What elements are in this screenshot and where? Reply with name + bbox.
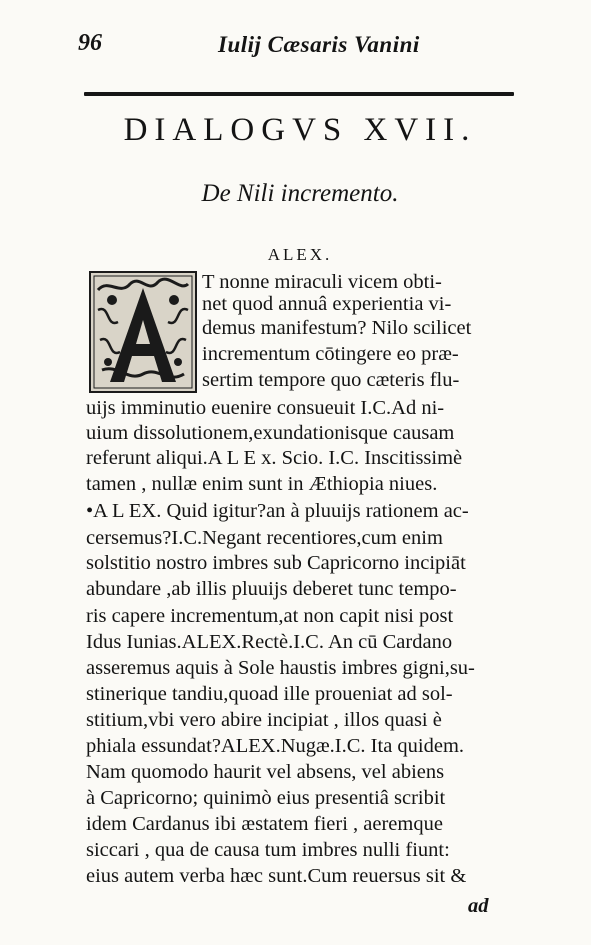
text-line: siccari , qua de causa tum imbres nulli fiunt: [86,839,450,861]
catchword: ad [468,895,489,917]
text-line: abundare ,ab illis pluuijs deberet tunc tempo- [86,578,457,600]
text-line: idem Cardanus ibi æstatem fieri , aeremque [86,813,443,835]
text-line: demus manifestum? Nilo scilicet [202,317,472,339]
chapter-title: DIALOGVS XVII. [123,112,477,148]
text-line: eius autem verba hæc sunt.Cum reuersus sit & [86,865,467,887]
text-line: incrementum cōtingere eo præ- [202,343,459,365]
text-line: •A L EX. Quid igitur?an à pluuijs rationem ac- [86,500,469,522]
speaker-label: ALEX. [267,245,333,264]
text-line: referunt aliqui.A L E x. Scio. I.C. Inscitissimè [86,447,463,469]
text-line: Idus Iunias.ALEX.Rectè.I.C. An cū Cardano [86,631,453,653]
text-line: phiala essundat?ALEX.Nugæ.I.C. Ita quidem. [86,735,465,757]
page-number: 96 [78,30,102,56]
text-line: uium dissolutionem,exundationisque causam [86,422,455,444]
text-line: net quod annuâ experientia vi- [202,293,452,315]
text-line: T nonne miraculi vicem obti- [202,271,442,293]
text-line: solstitio nostro imbres sub Capricorno incipiāt [86,552,466,574]
text-line: stinerique tandiu,quoad ille proueniat ad sol- [86,683,453,705]
text-line: à Capricorno; quinimò eius presentiâ scribit [86,787,446,809]
text-line: tamen , nullæ enim sunt in Æthiopia niues. [86,473,438,495]
running-head [78,30,508,62]
text-line: asseremus aquis à Sole haustis imbres gigni,su- [86,657,475,679]
text-line: ris capere incrementum,at non capit nisi post [86,605,454,627]
text-line: cersemus?I.C.Negant recentiores,cum enim [86,527,443,549]
text-line: Nam quomodo haurit vel absens, vel abiens [86,761,445,783]
ornamental-initial-icon [88,270,198,394]
text-line: stitium,vbi vero abire incipiat , illos quasi è [86,709,442,731]
text-line: sertim tempore quo cæteris flu- [202,369,460,391]
chapter-subtitle: De Nili incremento. [201,180,399,207]
running-title: Iulij Cæsaris Vanini [218,32,420,57]
header-rule [84,92,514,96]
text-line: uijs imminutio euenire consueuit I.C.Ad ni- [86,397,445,419]
